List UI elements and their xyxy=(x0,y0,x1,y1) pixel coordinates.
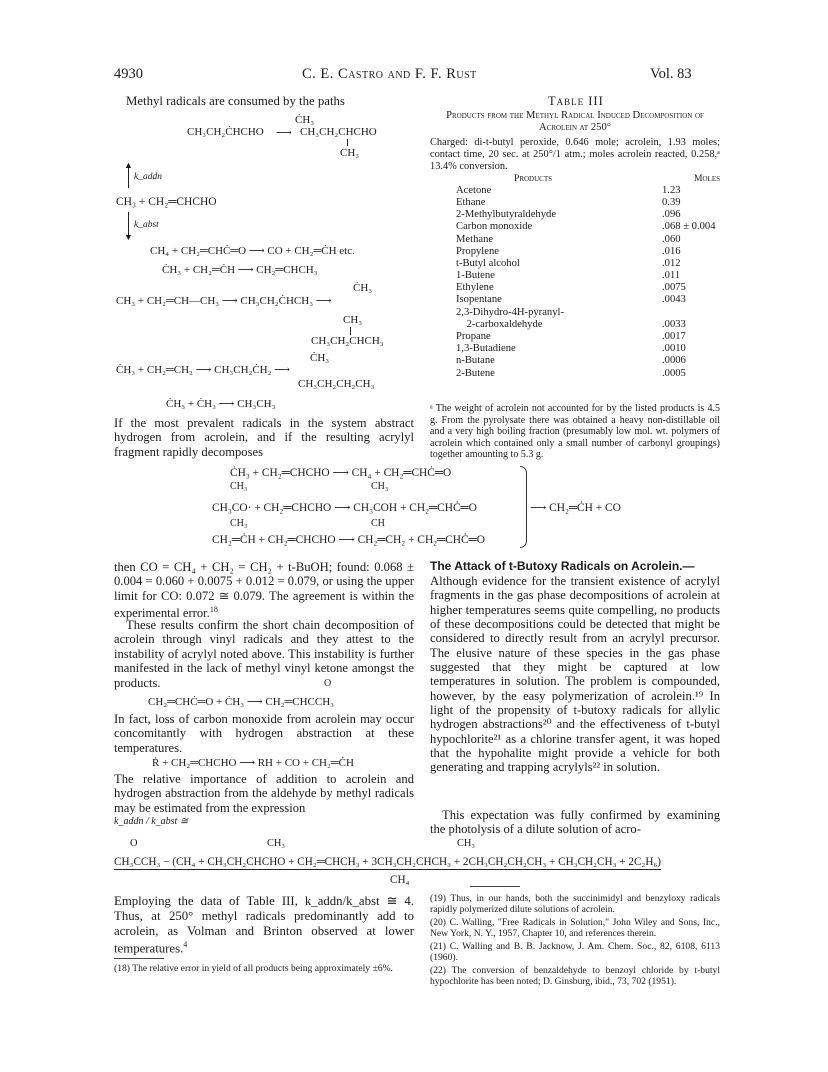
co-balance-numbers: 0.068 ± 0.004 = 0.060 + 0.0075 + 0.012 = 0.079, or using the upper limit for CO: 0.072 ≅ 0.079. The agreement is within the experimental error. xyxy=(114,560,414,621)
product-moles: .0010 xyxy=(662,343,686,355)
section-heading: The Attack of t-Butoxy Radicals on Acrolein.— xyxy=(430,559,695,573)
scheme-top-ch3: ĊH₃ xyxy=(295,114,315,126)
wide-eq-numerator: CH₃CCH₃ − (CH₄ + CH₃CH₂CHCHO + CH₂═CHCH₃ + 3CH₃CH₂CHCH₃ + 2CH₃CH₂CH₂CH₃ + CH₃CH₂CH₃ + 2C₂H₆) xyxy=(114,856,662,868)
table-row xyxy=(430,343,716,355)
right-paragraph-2: This expectation was fully confirmed by examining the photolysis of a dilute solution of acro- xyxy=(430,808,720,837)
products-rows xyxy=(430,184,716,379)
scheme-reaction-5: ĊH₃ + ĊH₃ ⟶ CH₃CH₃ xyxy=(166,398,276,410)
scheme-top-left: CH₃CH₂ĊHCHO xyxy=(187,126,264,138)
k-abst-label: k_abst xyxy=(134,220,159,230)
k-ratio-expression: k_addn / k_abst ≅ xyxy=(114,816,189,827)
product-moles: .0017 xyxy=(662,331,686,343)
product-moles: .096 xyxy=(662,209,681,221)
mid-scheme-line-1: ĊH₃ + CH₂═CHCHO ⟶ CH₄ + CH₂═CHĊ═O xyxy=(230,467,452,479)
product-name: 1-Butene xyxy=(456,270,495,282)
product-name: 2-Methylbutyraldehyde xyxy=(456,209,557,221)
product-name: 2-Butene xyxy=(456,367,495,379)
addn-arrow-head: ▲ xyxy=(124,160,133,170)
footnote-20: (20) C. Walling, "Free Radicals in Solution," John Wiley and Sons, Inc., New York, N. Y., 1957, Chapter 10, and references therein. xyxy=(430,917,720,940)
scheme-top-right: CH₃CH₂CHCHO xyxy=(300,126,377,138)
products-table xyxy=(430,172,720,184)
table-row xyxy=(430,245,716,257)
table-row xyxy=(430,233,716,245)
product-name: t-Butyl alcohol xyxy=(456,257,520,269)
mid-scheme-l3-top-a: CH₃ xyxy=(230,518,248,529)
mid-scheme-l2-top-a: CH₃ xyxy=(230,481,248,492)
scheme-reaction-2: ĊH₃ + CH₂═ĊH ⟶ CH₂═CHCH₃ xyxy=(162,264,318,276)
footnote-19: (19) Thus, in our hands, both the succinimidyl and benzyloxy radicals rapidly polymerized dilute solutions of acrolein. xyxy=(430,893,720,916)
left-paragraph-3: These results confirm the short chain decomposition of acrolein through vinyl radicals and they attest to the instability of acrylyl noted above. This instability is further manifested in the lack of methyl vinyl ketone amongst the products. xyxy=(114,618,414,690)
scheme-reaction-3: CH₃ + CH₂═CH—CH₃ ⟶ CH₃CH₂ĊHCH₃ ⟶ xyxy=(116,295,332,307)
abst-arrow-head: ▼ xyxy=(124,232,133,242)
product-name: Acetone xyxy=(456,184,492,196)
product-moles: .016 xyxy=(662,245,681,257)
running-head-authors: C. E. Castro and F. F. Rust xyxy=(302,66,477,82)
mvk-carbonyl-o: O xyxy=(324,678,332,689)
scheme-reaction-1: CH₄ + CH₂═CHĊ═O ⟶ CO + CH₂═ĊH etc. xyxy=(150,245,355,257)
table-conditions: Charged: di-t-butyl peroxide, 0.646 mole; acrolein, 1.93 moles; contact time, 20 sec. at 250°/1 atm.; moles acrolein reacted, 0.258,ᵃ 13.4% conversion. xyxy=(430,137,720,173)
scheme-top-right-sub: CH₃ xyxy=(340,147,360,159)
mvk-reaction: CH₂═CHĊ═O + ĊH₃ ⟶ CH₂═CHCCH₃ xyxy=(148,696,334,708)
product-moles: .0006 xyxy=(662,355,686,367)
page-number: 4930 xyxy=(114,66,143,82)
product-moles: .0005 xyxy=(662,367,686,379)
k-addn-label: k_addn xyxy=(134,172,162,182)
table-row xyxy=(430,196,716,208)
product-name: Methane xyxy=(456,233,494,245)
left-footnote-rule xyxy=(114,958,164,959)
volume-label: Vol. 83 xyxy=(650,66,692,82)
product-name: Carbon monoxide xyxy=(456,221,533,233)
table-row xyxy=(430,318,716,330)
footnote-22: (22) The conversion of benzaldehyde to benzoyl chloride by t-butyl hypochlorite has been noted; D. Ginsburg, ibid., 73, 702 (1951). xyxy=(430,965,720,988)
mid-scheme-l3-top-b: CH xyxy=(371,518,385,529)
table-body xyxy=(430,172,720,379)
right-footnote-rule xyxy=(470,886,520,887)
mid-scheme-line-2: CH₃CO· + CH₂═CHCHO ⟶ CH₃COH + CH₂═CHĊ═O xyxy=(212,502,477,514)
left-paragraph-1: If the most prevalent radicals in the system abstract hydrogen from acrolein, and if the resulting acrylyl fragment rapidly decomposes xyxy=(114,416,414,459)
scheme-main-reactants: CH₃ + CH₂═CHCHO xyxy=(116,196,217,208)
mid-scheme-result: ⟶ CH₂═ĊH + CO xyxy=(530,502,621,514)
mid-scheme-line-3: CH₂═ĊH + CH₂═CHCHO ⟶ CH₂═CH₂ + CH₂═CHĊ═O xyxy=(212,534,485,546)
table-row xyxy=(430,221,716,233)
table-row xyxy=(430,330,716,342)
product-name: 1,3-Butadiene xyxy=(456,343,516,355)
table-row xyxy=(430,257,716,269)
product-name: 2,3-Dihydro-4H-pyranyl- xyxy=(456,306,564,318)
table-caption: Products from the Methyl Radical Induced Decomposition of Acrolein at 250° xyxy=(446,110,704,134)
product-moles: .011 xyxy=(662,270,681,282)
product-name: Ethylene xyxy=(456,282,494,294)
table-row xyxy=(430,355,716,367)
scheme-top-arrow: ⟶ xyxy=(276,127,292,139)
scheme-reaction-3-mid: CH₃ xyxy=(343,314,363,326)
right-paragraph-1: Although evidence for the transient existence of acrylyl fragments in the gas phase decompositions of acrolein at higher temperatures seems quite compelling, no products of these decompositions could be detected that might be considered to directly result from an acrylyl precursor. The elusive nature of these species in the gas phase suggested that they might be captured at low temperatures in solution. The problem is compounded, however, by the easy polymerization of acrolein.¹⁹ In light of the propensity of t-butoxy radicals for allylic hydrogen abstractions²⁰ and the effectiveness of t-butyl hypochlorite²¹ as a chlorine transfer agent, it was hoped that the hypohalite might provide a vehicle for both generating and trapping acrylyls²² in solution. xyxy=(430,574,720,775)
wide-eq-o: O xyxy=(130,838,138,849)
table-row xyxy=(430,282,716,294)
ref-4: 4 xyxy=(183,940,188,950)
left-paragraph-6 xyxy=(114,894,414,956)
table-row xyxy=(430,306,716,318)
product-moles: .0075 xyxy=(662,282,686,294)
intro-text: Methyl radicals are consumed by the paths xyxy=(126,94,345,108)
table-row xyxy=(430,367,716,379)
scheme-reaction-4: ĊH₃ + CH₂═CH₂ ⟶ CH₃CH₂ĊH₂ ⟶ xyxy=(116,364,290,376)
left-paragraph-4: In fact, loss of carbon monoxide from acrolein may occur concomitantly with hydrogen abstraction at these temperatures. xyxy=(114,712,414,755)
table-row xyxy=(430,294,716,306)
product-moles: 0.39 xyxy=(662,196,681,208)
table-col-moles: Moles xyxy=(693,172,720,184)
product-moles: 1.23 xyxy=(662,184,681,196)
footnote-21: (21) C. Walling and B. B. Jacknow, J. Am. Chem. Soc., 82, 6108, 6113 (1960). xyxy=(430,941,720,964)
table-row xyxy=(430,270,716,282)
table-footnote: ᵃ The weight of acrolein not accounted for by the listed products is 4.5 g. From the pyrolysate there was obtained a heavy non-distillable oil and a very high boiling fraction (presumably low mol. wt. polymers of acrolein which contained only a small number of carbonyl groupings) together amounting to 5.3 g. xyxy=(430,403,720,461)
product-moles: .0043 xyxy=(662,294,686,306)
product-name: n-Butane xyxy=(456,355,495,367)
product-name: Ethane xyxy=(456,196,486,208)
scheme-reaction-4-product: CH₃CH₂CH₂CH₃ xyxy=(298,378,375,390)
product-moles xyxy=(662,306,716,318)
product-name: Propylene xyxy=(456,245,499,257)
mid-scheme-brace xyxy=(520,466,527,548)
table-row xyxy=(430,184,716,196)
wide-eq-denominator: CH₄ xyxy=(390,874,410,886)
ref-18: 18 xyxy=(209,605,218,615)
table-col-products: Products xyxy=(514,172,553,184)
product-moles: .068 ± 0.004 xyxy=(662,221,716,233)
left-paragraph-5: The relative importance of addition to acrolein and hydrogen abstraction from the aldehyde by methyl radicals may be estimated from the expression xyxy=(114,772,414,815)
wide-eq-ch3-b: CH₃ xyxy=(457,838,476,849)
table-title: Table III xyxy=(548,94,604,108)
product-name: 2-carboxaldehyde xyxy=(456,318,543,330)
wide-eq-ch3-a: CH₃ xyxy=(267,838,286,849)
product-moles: .0033 xyxy=(662,318,686,330)
scheme-bond-line xyxy=(347,139,348,146)
mid-scheme-l2-top-b: CH₃ xyxy=(371,481,389,492)
rh-reaction: Ṙ + CH₂═CHCHO ⟶ RH + CO + CH₂═ĊH xyxy=(152,757,354,769)
co-balance-eq: then CO = CH₄ + CH₂ = CH₂ + t-BuOH; found: xyxy=(114,560,370,574)
scheme-reaction-3-ch3: ĊH₃ xyxy=(353,282,373,294)
product-name: Propane xyxy=(456,331,491,343)
product-moles: .012 xyxy=(662,257,681,269)
left-paragraph-2 xyxy=(114,560,414,621)
scheme-r3-bond xyxy=(350,327,351,335)
scheme-reaction-4-ch3: ĊH₃ xyxy=(310,352,330,364)
scheme-reaction-3-product: CH₃CH₂CHCH₃ xyxy=(311,335,384,347)
left-paragraph-6-text: Employing the data of Table III, k_addn/k_abst ≅ 4. Thus, at 250° methyl radicals predominantly add to acrolein, as Volman and Brinton observed at lower temperatures. xyxy=(114,894,414,956)
product-moles: .060 xyxy=(662,233,681,245)
footnote-18: (18) The relative error in yield of all products being approximately ±6%. xyxy=(114,963,393,974)
table-row xyxy=(430,209,716,221)
product-name: Isopentane xyxy=(456,294,502,306)
